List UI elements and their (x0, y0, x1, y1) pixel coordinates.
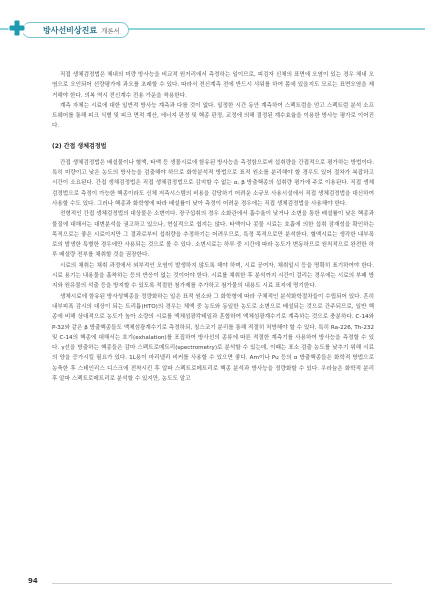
body-text (52, 70, 374, 384)
medical-cross-icon (8, 19, 26, 37)
header-subtitle: 개론서 (101, 26, 120, 35)
footer-rule (52, 583, 392, 584)
page-number: 94 (28, 577, 38, 585)
paragraph: 생체시료에 함유된 방사성핵종을 정량화하는 일은 표적 원소와 그 화학형에 따라 구체적인 분석화학절차들이 수립되어 있다. 흔히 내부피폭 감시의 대상이 되는 트리튬(HTO)의 경우는 체액 중 농도와 동일한 농도로 소변으로 배설되는 것으로 간주되므로, 일반 핵종에 비해 상대적으로 농도가 높아 소량의 시료를 액체섬광칵테일과 혼합하여 액체섬광계수기로 계측하는 것으로 충분하다. C-14와 P-32와 같은 β 방출핵종들도 액체섬광계수기로 측정하되, 칭스코기 분리를 통해 적절히 처방해야 할 수 있다. 특히 Ra-226, Th-232 및 C-14의 핵종에 대해서는 호기(exhalation)를 포집하여 방사선의 종류에 따른 적절한 계측기를 사용하여 방사능을 측정할 수 있다. γ선을 방출하는 핵종들은 감마 스펙트로메트리(spectrometry)로 분석할 수 있는데, 이때는 표소 검출 농도를 낮추기 위해 시료의 양을 증가시킬 필요가 있다. 1L용이 마리넬리 비커를 사용할 수 있으면 좋다. Am이나 Pu 등의 α 방출핵종들은 화학적 방법으로 농축한 후 스테인리스 디스크에 전착시킨 후 알파 스펙트로메트리로 핵종 분석과 방사능을 정량화할 수 있다. 우라늄은 화학적 분리 후 알파 스펙트로메트리로 분석할 수 있지만, 농도도 알고 (52, 293, 374, 383)
header-title: 방사선비상진료 (43, 25, 98, 35)
paragraph: 간접 생체검정법은 배설물이나 혈액, 타액 등 생물시료에 함유된 방사능을 측정함으로써 섭취량을 간접적으로 평가하는 방법이다. 특히 미량이고 낮은 농도의 방사능을 검출해야 하므로 화학분석적 방법으로 표적 원소를 분리해야 할 경우도 있어 절차가 복잡하고 시간이 소요된다. 간접 생체검정법은 직접 생체검정법으로 감지할 수 없는 α, β 방출핵종의 섭취량 평가에 주로 이용된다. 직접 생체검정법으로 측정이 가능한 핵종이라도 신체 저측시스템의 비용을 감당하기 어려운 소규모 사용시설에서 직접 생체검정법을 대신하여 사용할 수도 있다. 그러나 핵종과 화학형에 따라 배설률이 낮아 측정이 어려운 경우에는 직접 생체검정법을 사용해야 한다. (52, 159, 374, 207)
paragraph: 전형적인 간접 생체검정법의 대상물은 소변이다. 장구섭취의 경우 소화관에서 흡수율이 낮거나 소변을 통한 배설률이 낮은 핵종과 물질에 대해서는 대변분석을 권고하고 있으나, 현실적으로 쉽지는 않다. 타액이나 콧물 시료는 호흡에 의한 섭취 잠재성을 확인하는 목적으로는 좋은 시료이지만 그 결과로부터 섭취량을 추정하기는 어려우므로, 특정 목적으로만 분석한다. 혈액시료는 생각한 내부폭로의 발생한 특별한 경우에만 사용되는 것으로 볼 수 있다. 소변시료는 하루 중 시간에 따라 농도가 변동하므로 원칙적으로 완전한 하루 배설량 전부를 채취할 것을 권장한다. (52, 211, 374, 259)
paragraph: 시료의 채취는 채취 과정에서 외부적인 오염이 발생하지 않도록 해야 하며, 시료 공여자, 채취일시 등을 명확히 표기하여야 한다. 시료 용기는 내용물을 흡착하는 등의 반응이 없는 것이어야 한다. 시료를 채취한 후 분석까지 시간이 걸리는 경우에는 시료의 부패 방지와 원유물의 석출 등을 방지할 수 있도록 적절한 첨가제를 추가하고 첨가물의 내용도 시료 표지에 명기한다. (52, 262, 374, 290)
page-header (0, 0, 425, 50)
header-label (22, 22, 129, 38)
section-heading: (2) 간접 생체검정법 (52, 142, 107, 150)
paragraph: 직접 생체검정법은 체내의 미량 방사능을 비교적 원거리에서 측정하는 일이므로, 피검자 신체의 표면에 오염이 있는 경우 체내 오염으로 오인되어 선량평가에 과오를 초래할 수 있다. 따라서 전신계측 전에 반드시 샤워를 하여 몸에 있을지도 모르는 표면오염을 제거해야 한다. 의복 역시 전신계수 전용 가운을 착용한다. (52, 72, 374, 99)
paragraph: 계측 자체는 시료에 대한 일반적 방사능 계측과 다를 것이 없다. 일정한 시간 동안 계측하여 스펙트럼을 얻고 스펙트럼 분석 소프트웨어를 통해 피크 식별 및 피크 면적 계산, 에너지 판정 및 핵종 판정, 교정에 의해 결정된 계수효율을 이용한 방사능 평가로 이어진다. (52, 102, 374, 130)
